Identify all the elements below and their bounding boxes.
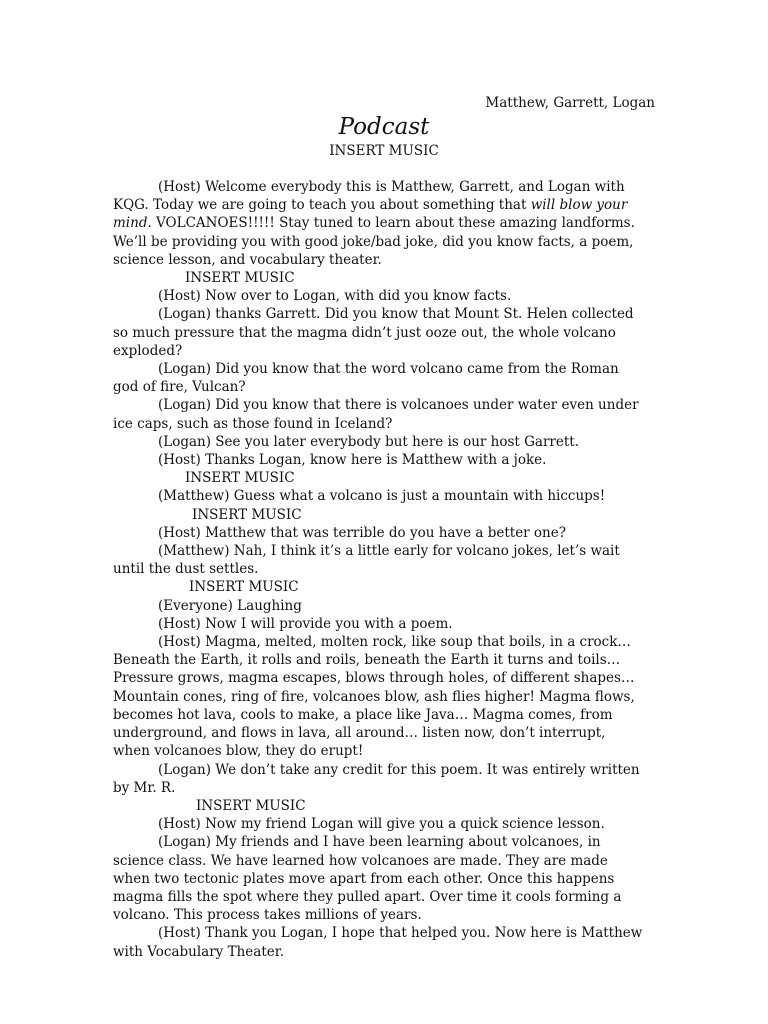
paragraph-everyone-laughing: (Everyone) Laughing xyxy=(158,597,302,614)
paragraph-host-poem-intro: (Host) Now I will provide you with a poem. xyxy=(158,615,453,632)
paragraph-logan-fact-1: (Logan) thanks Garrett. Did you know that Mount St. Helen collected so much pressure that the magma didn’t just ooze out, the whole volcano exploded? xyxy=(113,306,634,359)
paragraph-host-poem: (Host) Magma, melted, molten rock, like soup that boils, in a crock…Beneath the Earth, it rolls and roils, beneath the Earth it turns and toils… Pressure grows, magma escapes, blows through holes, of different shapes…Mountain cones, ring of fire, volcanoes blow, ash flies higher! Magma flows, becomes hot lava, cools to make, a place like Java… Magma comes, from underground, and flows in lava, all around… listen now, don’t interrupt, when volcanoes blow, they do erupt! xyxy=(113,634,635,760)
insert-music-cue: INSERT MUSIC xyxy=(185,470,295,487)
paragraph-matthew-joke-2: (Matthew) Nah, I think it’s a little early for volcano jokes, let’s wait until the dust settles. xyxy=(113,543,620,578)
paragraph-host-welcome xyxy=(113,178,643,269)
paragraph-host-vocab-intro: (Host) Thank you Logan, I hope that helped you. Now here is Matthew with Vocabulary Theater. xyxy=(113,925,643,960)
paragraph-host-reaction: (Host) Matthew that was terrible do you have a better one? xyxy=(158,524,566,541)
paragraph-host-science-intro: (Host) Now my friend Logan will give you a quick science lesson. xyxy=(158,816,605,833)
paragraph-host-joke-intro: (Host) Thanks Logan, know here is Matthew with a joke. xyxy=(158,452,547,469)
insert-music-cue: INSERT MUSIC xyxy=(185,270,295,287)
paragraph-host-transition: (Host) Now over to Logan, with did you know facts. xyxy=(158,288,512,305)
insert-music-cue: INSERT MUSIC xyxy=(192,506,302,523)
insert-music-cue: INSERT MUSIC xyxy=(196,797,306,814)
paragraph-logan-credit: (Logan) We don’t take any credit for this poem. It was entirely written by Mr. R. xyxy=(113,761,640,796)
paragraph-logan-signoff: (Logan) See you later everybody but here is our host Garrett. xyxy=(158,433,580,450)
paragraph-logan-science-lesson: (Logan) My friends and I have been learning about volcanoes, in science class. We have learned how volcanoes are made. They are made when two tectonic plates move apart from each other. Once this happens magma fills the spot where they pulled apart. Over time it cools forming a volcano. This process takes millions of years. xyxy=(113,834,622,924)
paragraph-text: VOLCANOES!!!!! Stay tuned to learn about these amazing landforms. We’ll be providing you with good joke/bad joke, did you know facts, a poem, science lesson, and vocabulary theater. xyxy=(113,215,635,268)
author-names: Matthew, Garrett, Logan xyxy=(485,95,655,111)
insert-music-cue: INSERT MUSIC xyxy=(189,579,299,596)
script-body xyxy=(113,178,643,961)
paragraph-matthew-joke: (Matthew) Guess what a volcano is just a mountain with hiccups! xyxy=(158,488,606,505)
page-title: Podcast xyxy=(338,114,430,140)
emphasis-text: will blow your mind. xyxy=(113,197,628,232)
paragraph-logan-fact-3: (Logan) Did you know that there is volcanoes under water even under ice caps, such as those found in Iceland? xyxy=(113,397,639,432)
paragraph-text: (Host) Welcome everybody this is Matthew, Garrett, and Logan with KQG. Today we are going to teach you about something that xyxy=(113,179,625,214)
insert-music-heading: INSERT MUSIC xyxy=(329,143,439,159)
paragraph-logan-fact-2: (Logan) Did you know that the word volcano came from the Roman god of fire, Vulcan? xyxy=(113,361,619,396)
